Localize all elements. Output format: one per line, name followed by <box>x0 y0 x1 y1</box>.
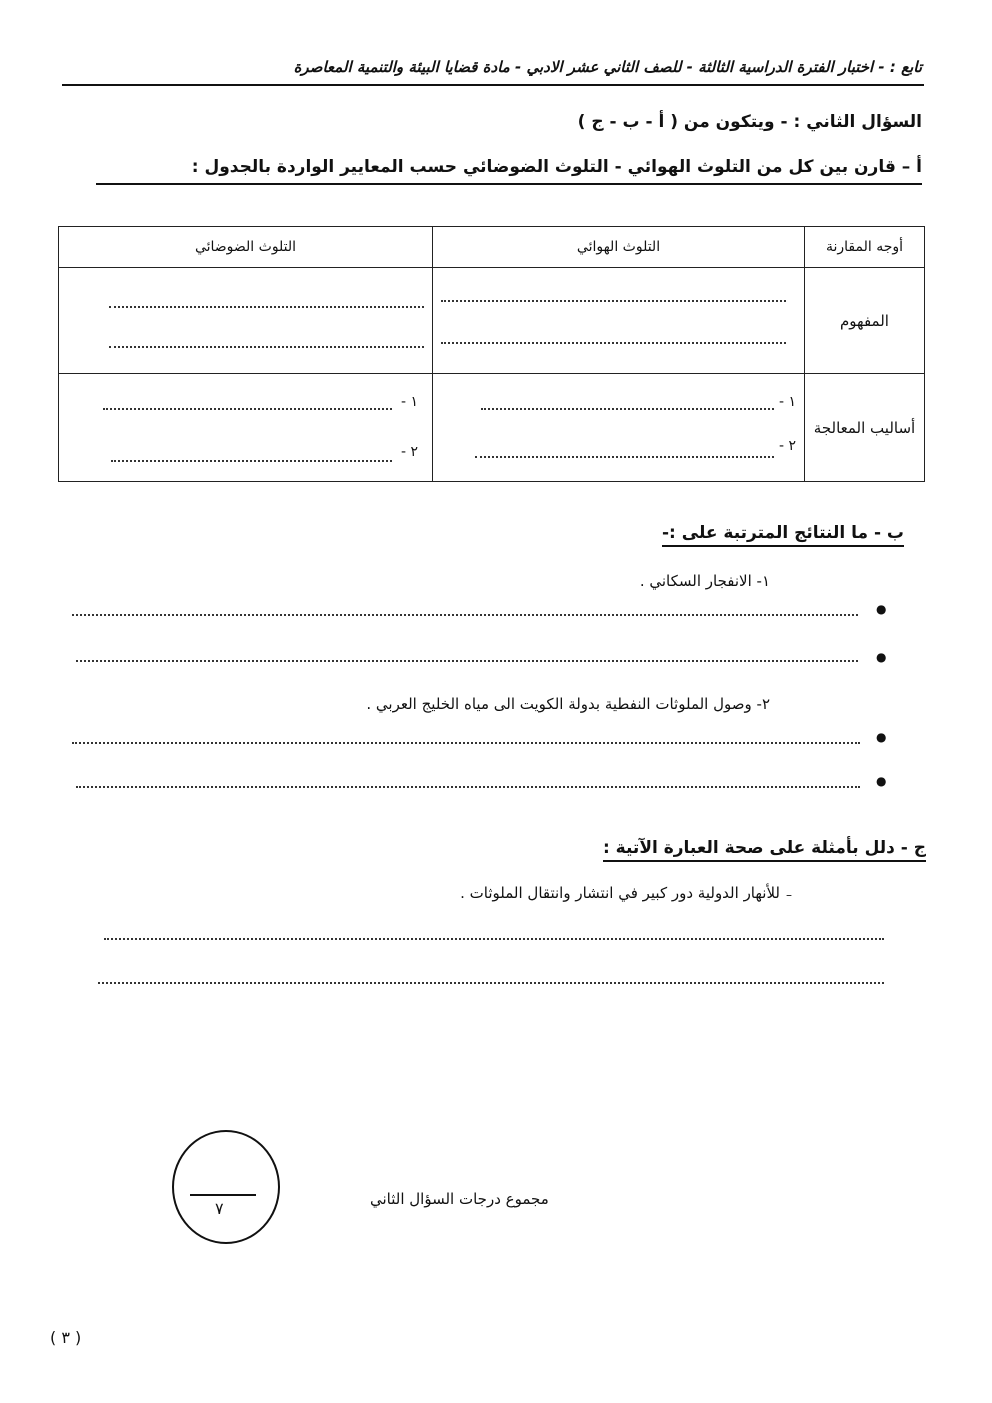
answer-line[interactable] <box>76 660 858 662</box>
answer-line[interactable] <box>109 346 424 348</box>
answer-line[interactable] <box>104 938 884 940</box>
question-title: السؤال الثاني : - ويتكون من ( أ - ب - ج ) <box>577 112 922 132</box>
score-circle <box>172 1130 280 1244</box>
row-label-treatment: أساليب المعالجة <box>805 374 925 482</box>
score-fraction-line <box>190 1194 256 1196</box>
exam-header: تابع : - اختبار الفترة الدراسية الثالثة - للصف الثاني عشر الادبي - مادة قضايا البيئة والتنمية المعاصرة <box>293 58 922 76</box>
answer-line[interactable] <box>103 408 392 410</box>
score-denominator: ٧ <box>215 1199 224 1218</box>
air-concept-cell <box>433 268 805 374</box>
header-comparison-aspects: أوجه المقارنة <box>805 227 925 268</box>
answer-line[interactable] <box>98 982 884 984</box>
noise-concept-cell <box>59 268 433 374</box>
score-label: مجموع درجات السؤال الثاني <box>370 1190 549 1208</box>
row-label-concept: المفهوم <box>805 268 925 374</box>
part-b-title: ب - ما النتائج المترتبة على :- <box>662 523 904 547</box>
noise-treatment-cell <box>59 374 433 482</box>
circle-bullet-icon: ● <box>876 774 887 788</box>
item-number-1: ١ - <box>400 394 418 410</box>
table-row-concept <box>59 268 925 374</box>
answer-line[interactable] <box>441 342 786 344</box>
answer-line[interactable] <box>481 408 774 410</box>
answer-line[interactable] <box>72 742 860 744</box>
item-number-2: ٢ - <box>778 438 796 454</box>
page-number: ( ٣ ) <box>50 1328 82 1347</box>
answer-line[interactable] <box>475 456 774 458</box>
header-noise-pollution: التلوث الضوضائي <box>59 227 433 268</box>
part-b-item-2: ٢- وصول الملوثات النفطية بدولة الكويت الى مياه الخليج العربي . <box>366 695 770 713</box>
answer-line[interactable] <box>111 460 392 462</box>
part-c-statement: للأنهار الدولية دور كبير في انتشار وانتقال الملوثات . <box>460 884 780 902</box>
header-air-pollution: التلوث الهوائي <box>433 227 805 268</box>
answer-line[interactable] <box>72 614 858 616</box>
air-treatment-cell <box>433 374 805 482</box>
comparison-table <box>58 226 925 482</box>
circle-bullet-icon: ● <box>876 602 887 616</box>
header-rule <box>62 84 924 86</box>
part-c-title: ج - دلل بأمثلة على صحة العبارة الآتية : <box>603 838 926 862</box>
circle-bullet-icon: – <box>786 888 792 902</box>
circle-bullet-icon: ● <box>876 730 887 744</box>
table-header-row <box>59 227 925 268</box>
part-b-item-1: ١- الانفجار السكاني . <box>639 572 770 590</box>
item-number-2: ٢ - <box>400 444 418 460</box>
answer-line[interactable] <box>109 306 424 308</box>
item-number-1: ١ - <box>778 394 796 410</box>
circle-bullet-icon: ● <box>876 650 887 664</box>
table-row-treatment <box>59 374 925 482</box>
part-a-instruction: أ – قارن بين كل من التلوث الهوائي - التلوث الضوضائي حسب المعايير الواردة بالجدول : <box>191 157 922 177</box>
answer-line[interactable] <box>441 300 786 302</box>
part-a-underline <box>96 183 922 185</box>
answer-line[interactable] <box>76 786 860 788</box>
